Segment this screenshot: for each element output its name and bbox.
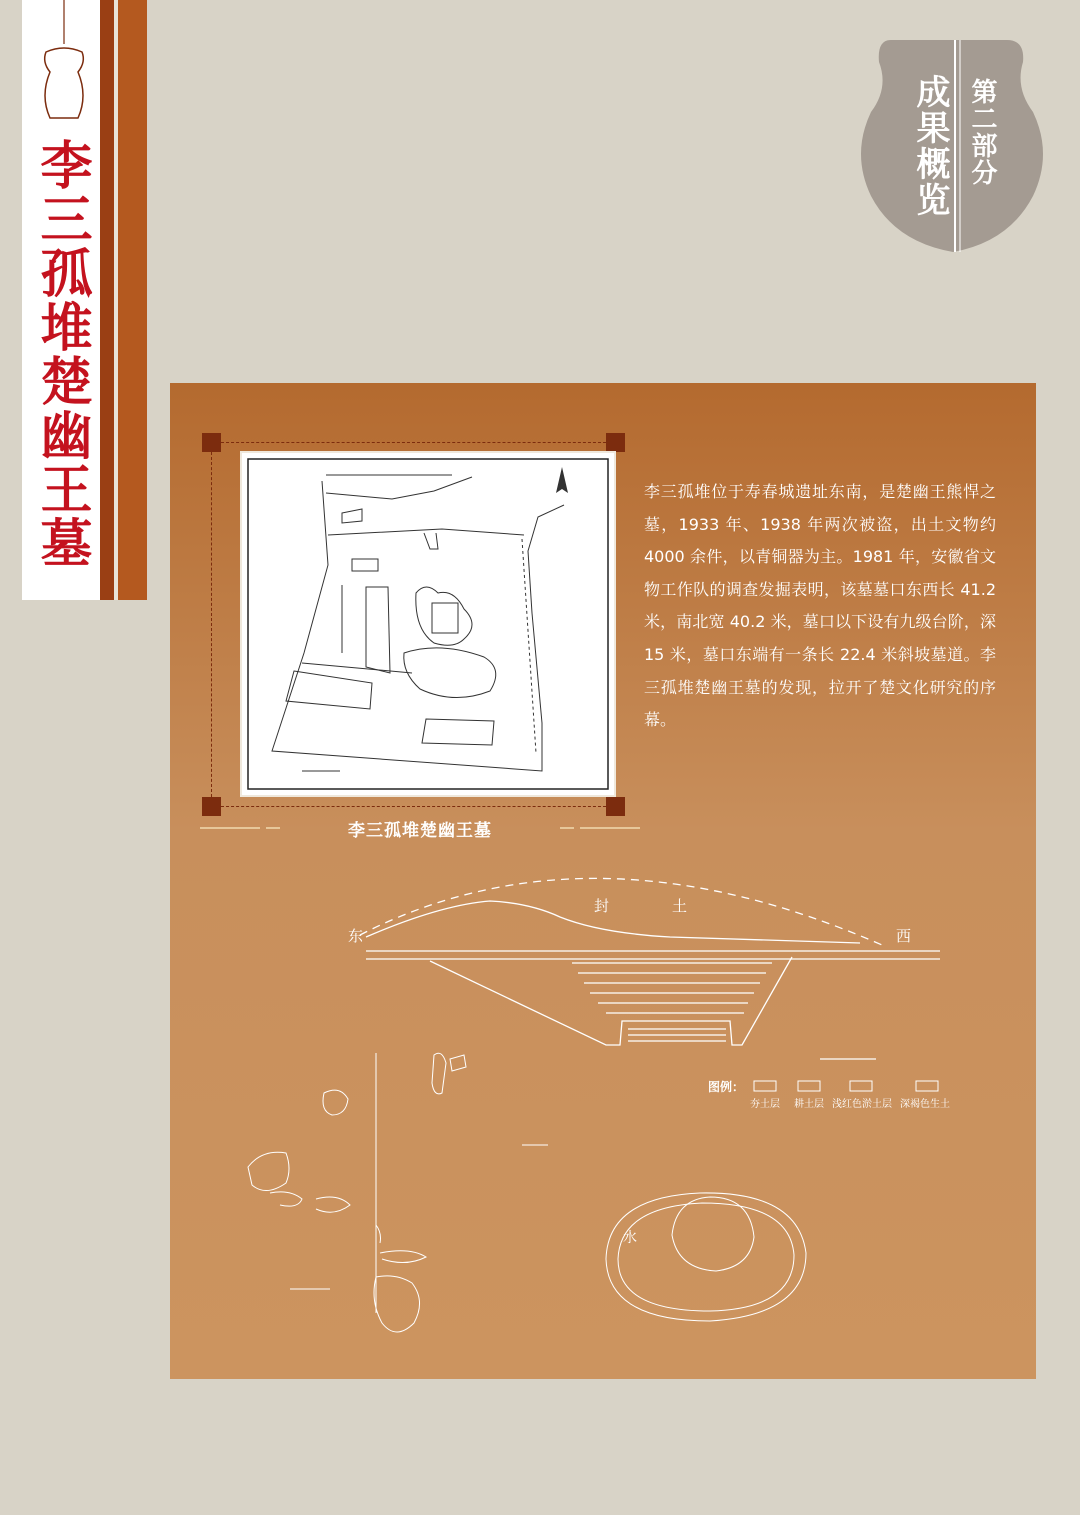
frame-line	[221, 442, 606, 443]
section-part: 第二部分	[967, 78, 997, 186]
legend-item-2: 耕土层	[794, 1099, 824, 1110]
page-title: 李三孤堆楚幽王墓	[31, 138, 92, 570]
label-west: 西	[896, 927, 912, 945]
tomb-drawings	[170, 853, 1036, 1379]
caption-rule-right	[580, 827, 640, 829]
frame-line	[615, 452, 616, 797]
jar-outline-icon	[34, 0, 94, 130]
map-caption: 李三孤堆楚幽王墓	[348, 821, 492, 841]
section-name: 成果概览	[910, 74, 950, 218]
content-panel	[170, 383, 1036, 1379]
legend-item-3: 浅红色淤土层	[832, 1099, 892, 1110]
water-label: 水	[623, 1230, 637, 1246]
legend-heading: 图例：	[708, 1080, 745, 1094]
decor-stripe-orange	[118, 0, 147, 600]
frame-corner	[606, 433, 625, 452]
frame-corner	[606, 797, 625, 816]
frame-corner	[202, 797, 221, 816]
mound-label-2: 土	[672, 897, 688, 915]
tomb-plan-drawing-left	[248, 1053, 466, 1332]
legend-item-4: 深褐色生土	[900, 1099, 950, 1110]
decor-stripe-dark	[100, 0, 114, 600]
description-text: 李三孤堆位于寿春城遗址东南，是楚幽王熊悍之墓，1933 年、1938 年两次被盗，出土文物约 4000 余件，以青铜器为主。1981 年，安徽省文物工作队的调查发掘表明，该墓墓口东西长 41.2 米，南北宽 40.2 米，墓口以下设有九级台阶，深 15 米，墓口东端有一条长 22.4 米斜坡墓道。李三孤堆楚幽王墓的发现，拉开了楚文化研究的序幕。	[644, 482, 996, 730]
site-map-image	[242, 453, 614, 795]
caption-rule-right-short	[560, 827, 574, 829]
mound-label-1: 封	[594, 897, 610, 915]
frame-line	[211, 452, 212, 797]
frame-line	[221, 806, 606, 807]
tomb-section-drawing	[360, 878, 940, 1059]
frame-corner	[202, 433, 221, 452]
caption-rule-left	[200, 827, 260, 829]
legend-item-1: 夯土层	[750, 1099, 780, 1110]
tomb-plan-drawing-right	[522, 1145, 806, 1321]
label-east: 东	[348, 927, 364, 945]
